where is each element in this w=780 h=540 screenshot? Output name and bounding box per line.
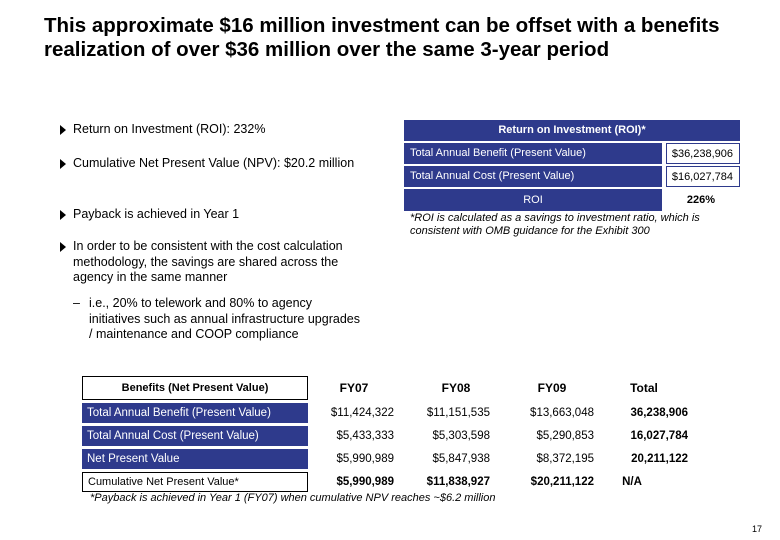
column-header-fy07: FY07 bbox=[339, 381, 369, 395]
benefits-table bbox=[82, 376, 688, 492]
roi-row-cost bbox=[404, 166, 740, 187]
cell-fy07: $5,990,989 bbox=[336, 476, 394, 488]
row-label: Total Annual Benefit (Present Value) bbox=[82, 403, 308, 423]
triangle-bullet-icon bbox=[60, 159, 66, 169]
row-label: Net Present Value bbox=[82, 449, 308, 469]
cell-fy09: $5,290,853 bbox=[536, 430, 594, 442]
cell-fy08: $5,303,598 bbox=[432, 430, 490, 442]
bullet-text: In order to be consistent with the cost calculation methodology, the savings are shared across the agency in the same manner bbox=[73, 239, 343, 284]
roi-value: 226% bbox=[686, 194, 716, 206]
cell-fy07: $5,433,333 bbox=[336, 430, 394, 442]
cell-fy09: $13,663,048 bbox=[530, 407, 594, 419]
triangle-bullet-icon bbox=[60, 125, 66, 135]
column-header-total: Total bbox=[630, 381, 658, 395]
roi-footnote: *ROI is calculated as a savings to investment ratio, which is consistent with OMB guidance for the Exhibit 300 bbox=[410, 212, 700, 237]
triangle-bullet-icon bbox=[60, 242, 66, 252]
triangle-bullet-icon bbox=[60, 210, 66, 220]
roi-row-label: Total Annual Benefit (Present Value) bbox=[410, 147, 586, 159]
roi-row-value: $36,238,906 bbox=[666, 143, 740, 164]
cell-total: 16,027,784 bbox=[630, 430, 688, 442]
cell-fy07: $11,424,322 bbox=[330, 407, 394, 419]
cell-total: 36,238,906 bbox=[630, 407, 688, 419]
cell-fy09: $20,211,122 bbox=[530, 476, 594, 488]
cell-fy09: $8,372,195 bbox=[536, 453, 594, 465]
cell-fy08: $5,847,938 bbox=[432, 453, 490, 465]
cell-total: N/A bbox=[622, 476, 642, 488]
table-row-total-cost bbox=[82, 426, 688, 446]
table-row-total-benefit bbox=[82, 403, 688, 423]
sub-bullet-text: i.e., 20% to telework and 80% to agency initiatives such as annual infrastructure upgrades / maintenance and COOP compliance bbox=[89, 296, 360, 341]
roi-table-header: Return on Investment (ROI)* bbox=[404, 120, 740, 141]
slide-title: This approximate $16 million investment can be offset with a benefits realization of over $36 million over the same 3-year period bbox=[44, 14, 720, 61]
bullet-text: Cumulative Net Present Value (NPV): $20.2 million bbox=[73, 156, 355, 170]
roi-row-label: Total Annual Cost (Present Value) bbox=[410, 170, 575, 182]
page-number: 17 bbox=[751, 524, 762, 534]
dash-bullet: – bbox=[73, 296, 80, 310]
header-label: Benefits (Net Present Value) bbox=[82, 376, 308, 400]
roi-row-value: $16,027,784 bbox=[666, 166, 740, 187]
roi-label: ROI bbox=[404, 189, 662, 211]
bullet-text: Payback is achieved in Year 1 bbox=[73, 207, 240, 221]
row-label: Cumulative Net Present Value* bbox=[82, 472, 308, 492]
payback-footnote: *Payback is achieved in Year 1 (FY07) when cumulative NPV reaches ~$6.2 million bbox=[90, 492, 496, 504]
roi-table bbox=[404, 120, 740, 211]
column-header-fy09: FY09 bbox=[537, 381, 567, 395]
benefits-table-header bbox=[82, 376, 682, 400]
table-row-npv bbox=[82, 449, 688, 469]
roi-row-roi bbox=[404, 189, 740, 211]
bullet-text: Return on Investment (ROI): 232% bbox=[73, 122, 266, 136]
cell-fy08: $11,151,535 bbox=[426, 407, 490, 419]
column-header-fy08: FY08 bbox=[441, 381, 471, 395]
cell-total: 20,211,122 bbox=[631, 453, 688, 465]
row-label: Total Annual Cost (Present Value) bbox=[82, 426, 308, 446]
roi-row-benefit bbox=[404, 143, 740, 164]
table-row-cumulative-npv bbox=[82, 472, 682, 492]
cell-fy08: $11,838,927 bbox=[426, 476, 490, 488]
cell-fy07: $5,990,989 bbox=[336, 453, 394, 465]
